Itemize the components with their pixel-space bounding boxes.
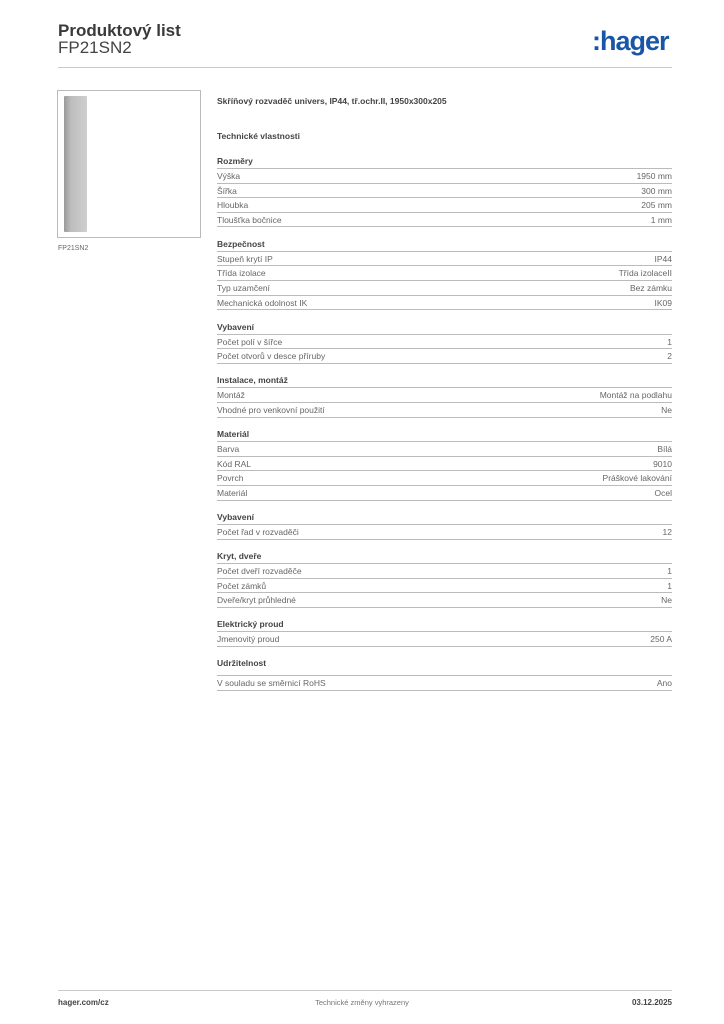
property-label: Vhodné pro venkovní použití — [217, 405, 325, 416]
property-value: 300 mm — [641, 185, 672, 196]
property-label: Typ uzamčení — [217, 283, 270, 294]
property-value: 1 — [667, 336, 672, 347]
property-value: 1 — [667, 580, 672, 591]
property-row — [217, 388, 672, 403]
property-row — [217, 564, 672, 579]
footer-note: Technické změny vyhrazeny — [315, 998, 409, 1007]
properties-table — [217, 154, 672, 701]
property-value: Práškové lakování — [602, 473, 672, 484]
property-row — [217, 593, 672, 608]
property-label: Počet polí v šířce — [217, 336, 283, 347]
property-value: Ne — [661, 595, 672, 606]
property-label: Třída izolace — [217, 268, 266, 279]
property-label: Počet dveří rozvaděče — [217, 566, 302, 577]
section-heading: Vybavení — [217, 320, 672, 335]
property-value: Bílá — [657, 444, 672, 455]
property-row — [217, 457, 672, 472]
property-label: V souladu se směrnicí RoHS — [217, 678, 326, 689]
property-value: IK09 — [654, 297, 672, 308]
property-label: Jmenovitý proud — [217, 634, 280, 645]
section-heading: Elektrický proud — [217, 617, 672, 632]
property-label: Dveře/kryt průhledné — [217, 595, 296, 606]
property-row — [217, 486, 672, 501]
property-section — [217, 510, 672, 540]
property-label: Montáž — [217, 390, 245, 401]
property-value: Montáž na podlahu — [599, 390, 672, 401]
property-label: Počet řad v rozvaděči — [217, 527, 299, 537]
property-value: Ocel — [654, 487, 672, 498]
property-row — [217, 579, 672, 594]
property-row — [217, 252, 672, 267]
property-section — [217, 656, 672, 691]
property-value: Bez zámku — [629, 283, 672, 294]
image-caption: FP21SN2 — [58, 245, 89, 252]
footer-divider — [58, 990, 672, 991]
technical-properties-heading: Technické vlastnosti — [217, 131, 300, 141]
property-row — [217, 335, 672, 350]
property-row — [217, 184, 672, 199]
property-label: Kód RAL — [217, 458, 252, 469]
hager-logo: :hager — [592, 26, 669, 56]
property-row — [217, 676, 672, 691]
product-image — [57, 90, 201, 238]
property-value: IP44 — [654, 253, 672, 264]
property-label: Šířka — [217, 185, 237, 196]
footer-date: 03.12.2025 — [631, 998, 672, 1007]
property-row — [217, 213, 672, 228]
property-section — [217, 320, 672, 364]
property-row — [217, 266, 672, 281]
property-label: Mechanická odolnost IK — [217, 297, 308, 308]
page-title: Produktový list — [58, 21, 181, 40]
property-value: 1 — [667, 566, 672, 577]
property-label: Počet zámků — [217, 580, 267, 591]
property-value: 250 A — [650, 634, 672, 645]
section-heading: Materiál — [217, 427, 672, 442]
property-section — [217, 617, 672, 647]
product-code: FP21SN2 — [58, 38, 132, 57]
property-value: Ne — [661, 405, 672, 416]
property-value: 12 — [662, 527, 672, 537]
property-label: Výška — [217, 171, 241, 181]
property-row — [217, 525, 672, 540]
product-description: Skříňový rozvaděč univers, IP44, tř.ochr.II, 1950x300x205 — [217, 96, 447, 106]
property-label: Stupeň krytí IP — [217, 253, 273, 264]
property-value: Třída izolaceII — [618, 268, 672, 279]
property-section — [217, 237, 672, 310]
property-value: 205 mm — [641, 200, 672, 211]
property-section — [217, 549, 672, 608]
property-label: Tloušťka bočnice — [217, 214, 282, 225]
property-value: Ano — [656, 678, 672, 689]
property-section — [217, 373, 672, 417]
property-section — [217, 427, 672, 500]
property-label: Materiál — [217, 487, 248, 498]
section-heading: Kryt, dveře — [217, 549, 672, 564]
property-section — [217, 154, 672, 227]
cabinet-illustration — [64, 96, 87, 232]
section-heading: Instalace, montáž — [217, 373, 672, 388]
property-label: Počet otvorů v desce příruby — [217, 351, 326, 362]
property-row — [217, 632, 672, 647]
section-heading: Bezpečnost — [217, 237, 672, 252]
footer-website: hager.com/cz — [58, 998, 109, 1007]
property-row — [217, 471, 672, 486]
property-value: 1 mm — [650, 214, 672, 225]
property-value: 2 — [667, 351, 672, 362]
section-heading: Vybavení — [217, 510, 672, 525]
section-heading: Rozměry — [217, 154, 672, 169]
property-row — [217, 442, 672, 457]
property-row — [217, 281, 672, 296]
property-label: Povrch — [217, 473, 244, 484]
property-label: Barva — [217, 444, 240, 455]
property-row — [217, 403, 672, 418]
property-value: 9010 — [653, 458, 672, 469]
property-value: 1950 mm — [636, 171, 672, 181]
header-divider — [58, 67, 672, 68]
section-heading: Udržitelnost — [217, 656, 672, 676]
property-row — [217, 169, 672, 184]
property-row — [217, 296, 672, 311]
property-row — [217, 198, 672, 213]
property-label: Hloubka — [217, 200, 249, 211]
property-row — [217, 349, 672, 364]
